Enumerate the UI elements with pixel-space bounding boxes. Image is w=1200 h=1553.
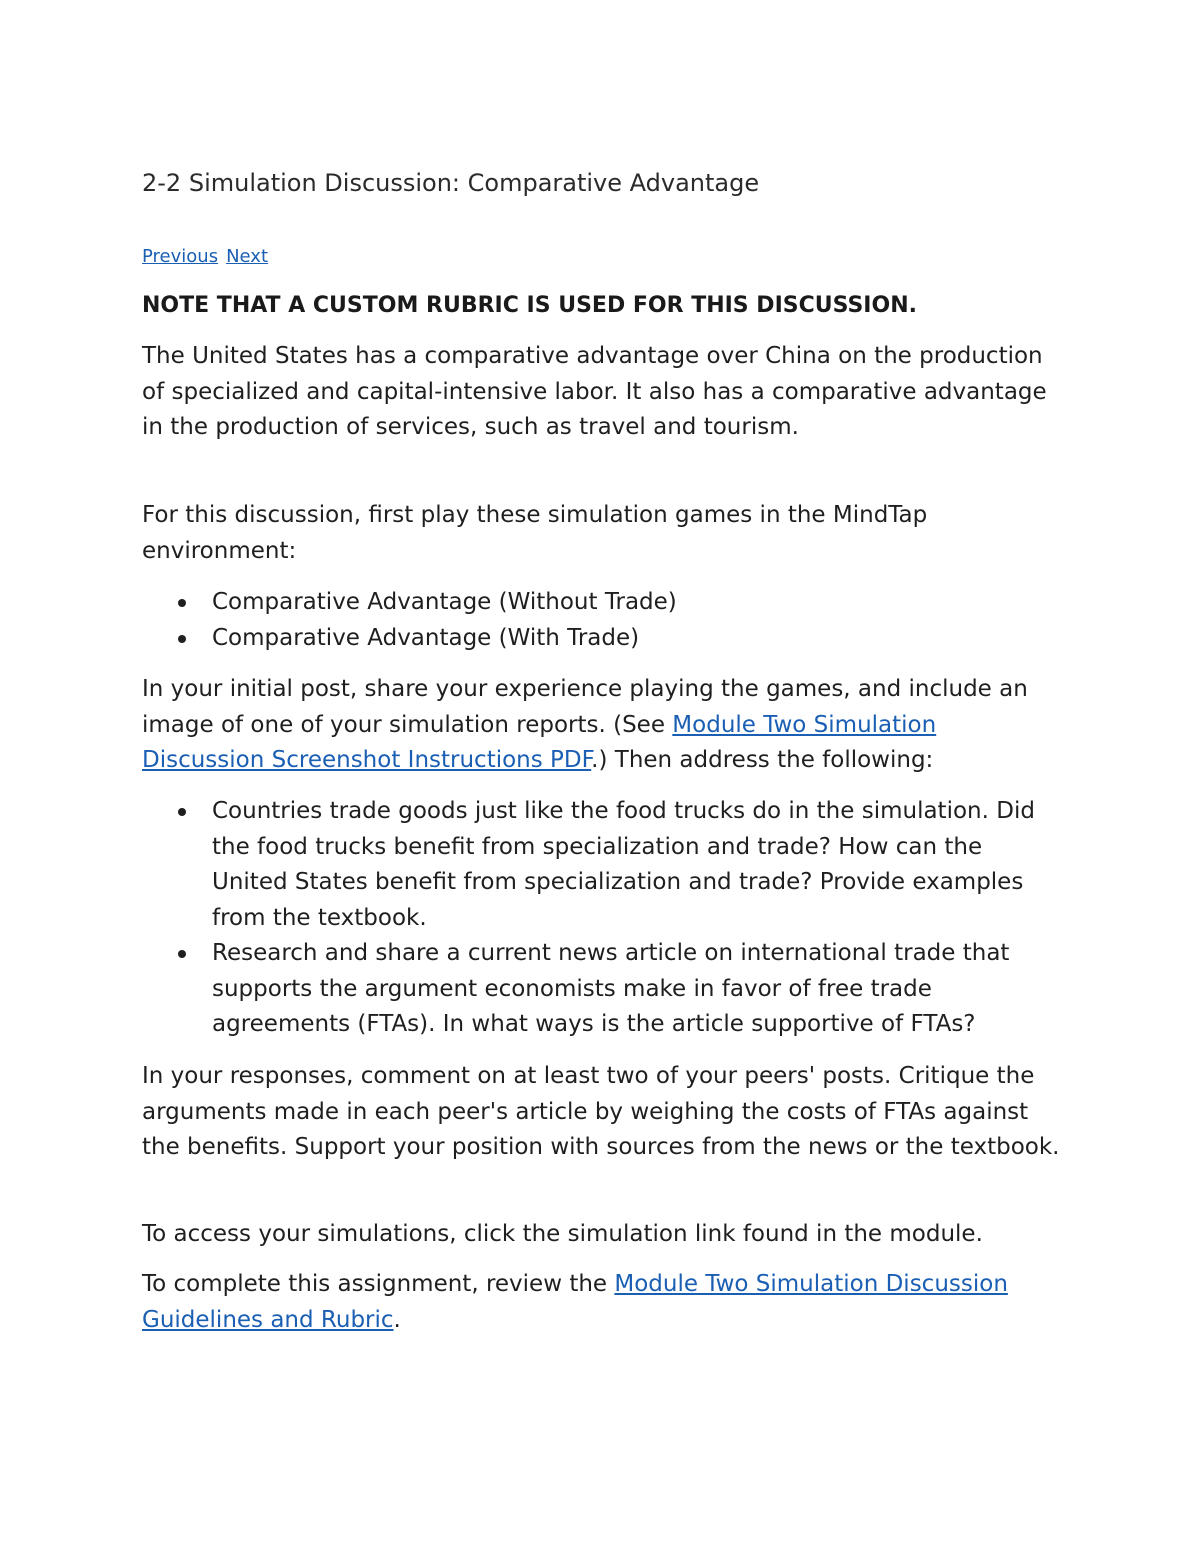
- initial-post-text: In your initial post, share your experience playing the games, and include an image of one of your simulation reports. (See: [142, 676, 1028, 738]
- list-item: [142, 936, 1062, 1043]
- list-item: [142, 585, 1062, 621]
- game-label: Comparative Advantage (Without Trade): [212, 589, 677, 615]
- game-label: Comparative Advantage (With Trade): [212, 624, 640, 651]
- page-title: 2-2 Simulation Discussion: Comparative Advantage: [142, 169, 760, 197]
- bullet-icon: [178, 950, 186, 958]
- complete-text-end: .: [393, 1306, 401, 1333]
- bullet-icon: [178, 635, 186, 643]
- responses-paragraph: In your responses, comment on at least two of your peers' posts. Critique the arguments made in each peer's article by weighing the costs of FTAs against the benefits. Support your position with sources from the news or the textbook.: [142, 1063, 1060, 1160]
- prompts-list: [142, 794, 1062, 1043]
- prompt-text: Research and share a current news article on international trade that supports the argument economists make in favor of free trade agreements (FTAs). In what ways is the article supportive of FTAs?: [212, 940, 1010, 1037]
- first-play-paragraph: For this discussion, first play these simulation games in the MindTap environment:: [142, 502, 928, 564]
- list-item: [142, 794, 1062, 936]
- prompt-text: Countries trade goods just like the food trucks do in the simulation. Did the food trucks benefit from specialization and trade? How can the United States benefit from specialization and trade? Provide examples from the textbook.: [212, 798, 1035, 931]
- list-item: [142, 621, 1062, 657]
- previous-link[interactable]: Previous: [142, 246, 219, 267]
- initial-post-text-end: .) Then address the following:: [591, 747, 934, 773]
- complete-text: To complete this assignment, review the: [142, 1271, 615, 1297]
- next-link[interactable]: Next: [226, 246, 269, 267]
- guidelines-rubric-link[interactable]: Module Two Simulation Discussion Guidelines and Rubric: [142, 1271, 1008, 1333]
- complete-paragraph: [142, 1267, 1062, 1338]
- rubric-note: NOTE THAT A CUSTOM RUBRIC IS USED FOR THIS DISCUSSION.: [142, 293, 917, 318]
- bullet-icon: [178, 599, 186, 607]
- nav-links: [142, 244, 276, 270]
- initial-post-paragraph: [142, 672, 1062, 779]
- screenshot-instructions-link[interactable]: Module Two Simulation Discussion Screenshot Instructions PDF: [142, 711, 937, 773]
- access-paragraph: To access your simulations, click the simulation link found in the module.: [142, 1221, 983, 1247]
- games-list: [142, 585, 1062, 656]
- intro-paragraph: The United States has a comparative advantage over China on the production of specialized and capital-intensive labor. It also has a comparative advantage in the production of services, such as travel and tourism.: [142, 343, 1047, 440]
- bullet-icon: [178, 808, 186, 816]
